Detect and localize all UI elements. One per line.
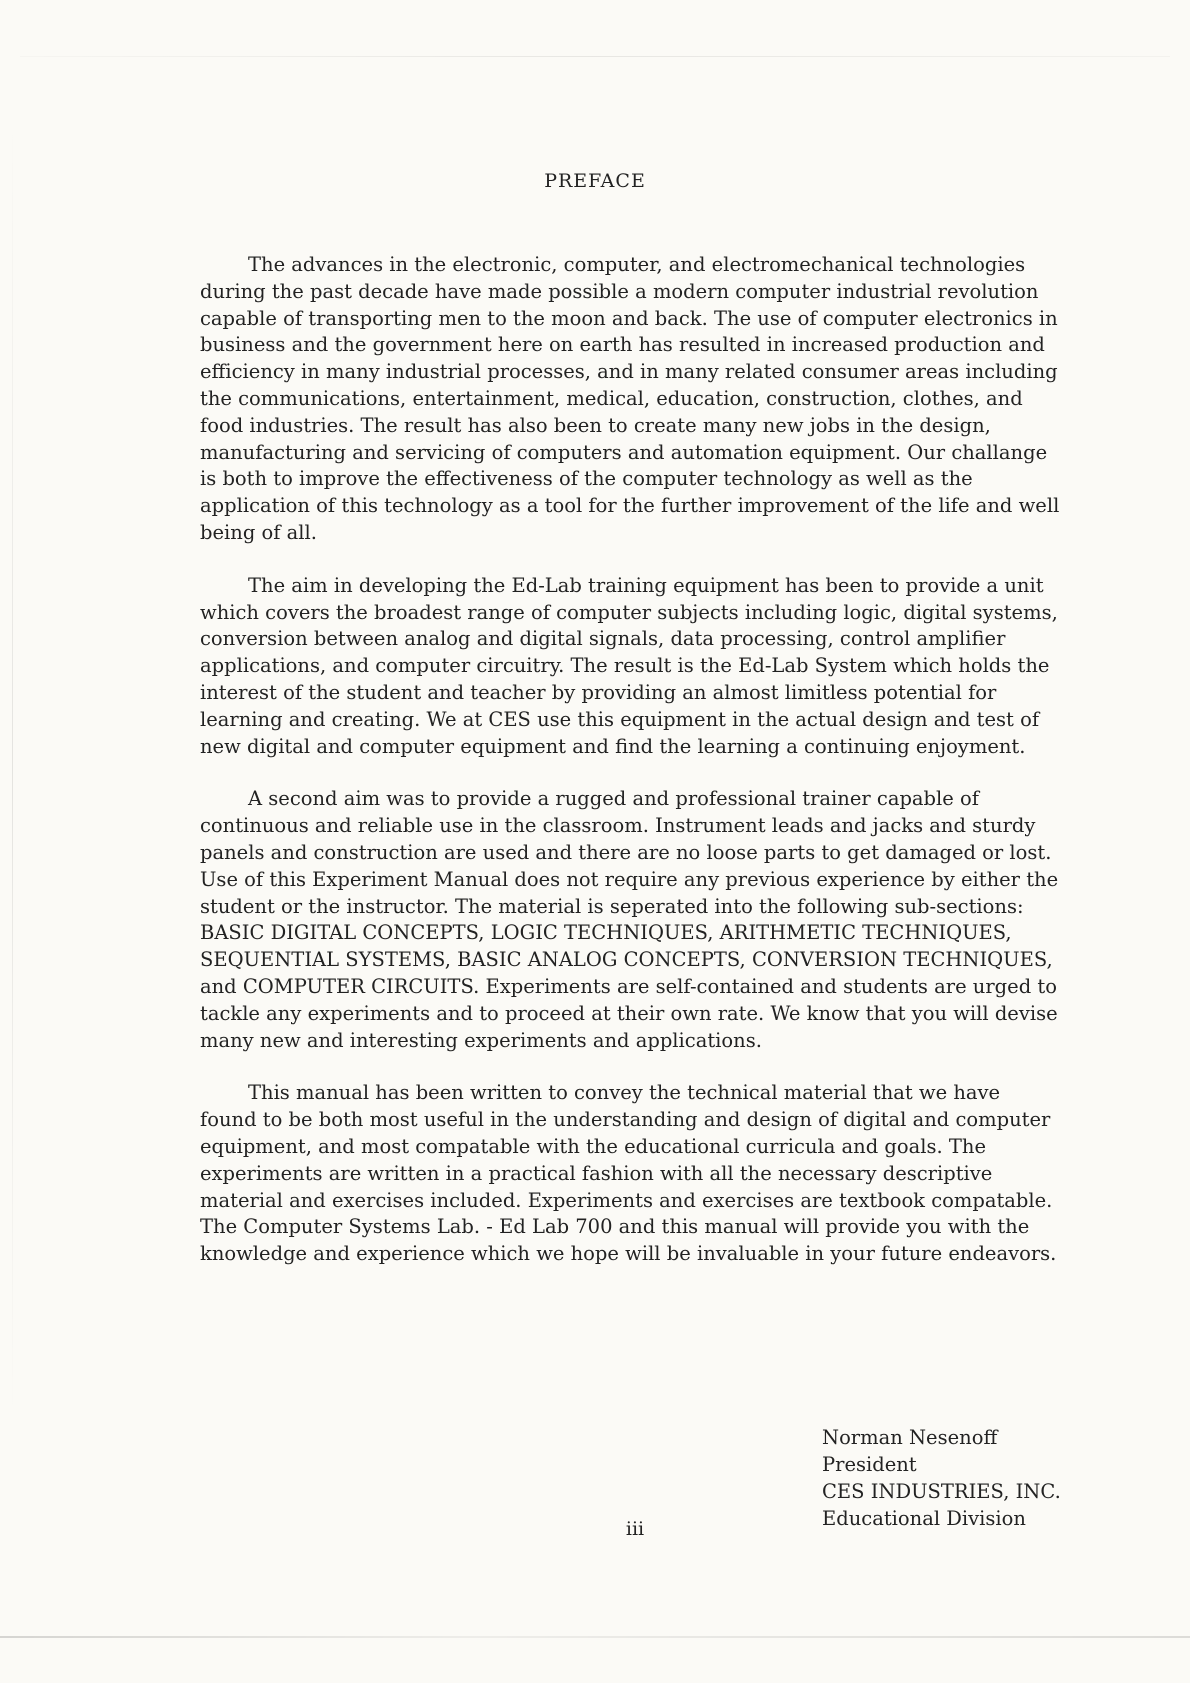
page-edge-left xyxy=(12,120,13,1420)
paragraph-2: The aim in developing the Ed-Lab training equipment has been to provide a unit which covers the broadest range of computer subjects including logic, digital systems, conversion between analog and digital signals, data processing, control amplifier applications, and computer circuitry. The result is the Ed-Lab System which holds the interest of the student and teacher by providing an almost limitless potential for learning and creating. We at CES use this equipment in the actual design and test of new digital and computer equipment and find the learning a continuing enjoyment. xyxy=(200,573,1058,758)
page-edge-top xyxy=(20,56,1170,57)
signature-company: CES INDUSTRIES, INC. xyxy=(822,1480,1061,1503)
paragraph-1: The advances in the electronic, computer, and electromechanical technologies during the past decade have made possible a modern computer industrial revolution capable of transporting men to the moon and back. The use of computer electronics in business and the government here on earth has resulted in increased production and efficiency in many industrial processes, and in many related consumer areas including the communications, entertainment, medical, education, construction, clothes, and food industries. The result has also been to create many new jobs in the design, manufacturing and servicing of computers and automation equipment. Our challange is both to improve the effectiveness of the computer technology as well as the application of this technology as a tool for the further improvement of the life and well being of all. xyxy=(200,253,1060,544)
paragraph-4: This manual has been written to convey the technical material that we have found to be both most useful in the understanding and design of digital and computer equipment, and most compatable with the educational curricula and goals. The experiments are written in a practical fashion with all the necessary descriptive material and exercises included. Experiments and exercises are textbook compatable. The Computer Systems Lab. - Ed Lab 700 and this manual will provide you with the knowledge and experience which we hope will be invaluable in your future endeavors. xyxy=(200,1081,1057,1266)
page-title: PREFACE xyxy=(544,170,646,192)
signature-division: Educational Division xyxy=(822,1507,1026,1530)
page-edge-bottom xyxy=(0,1636,1190,1638)
preface-body xyxy=(200,252,1060,1294)
signature-block xyxy=(822,1424,1061,1532)
page-number: iii xyxy=(625,1518,645,1540)
signature-name: Norman Nesenoff xyxy=(822,1426,998,1449)
paragraph-3: A second aim was to provide a rugged and professional trainer capable of continuous and reliable use in the classroom. Instrument leads and jacks and sturdy panels and construction are used and there are no loose parts to get damaged or lost. Use of this Experiment Manual does not require any previous experience by either the student or the instructor. The material is seperated into the following sub-sections: BASIC DIGITAL CONCEPTS, LOGIC TECHNIQUES, ARITHMETIC TECHNIQUES, SEQUENTIAL SYSTEMS, BASIC ANALOG CONCEPTS, CONVERSION TECHNIQUES, and COMPUTER CIRCUITS. Experiments are self-contained and students are urged to tackle any experiments and to proceed at their own rate. We know that you will devise many new and interesting experiments and applications. xyxy=(200,787,1059,1052)
signature-role: President xyxy=(822,1453,917,1476)
